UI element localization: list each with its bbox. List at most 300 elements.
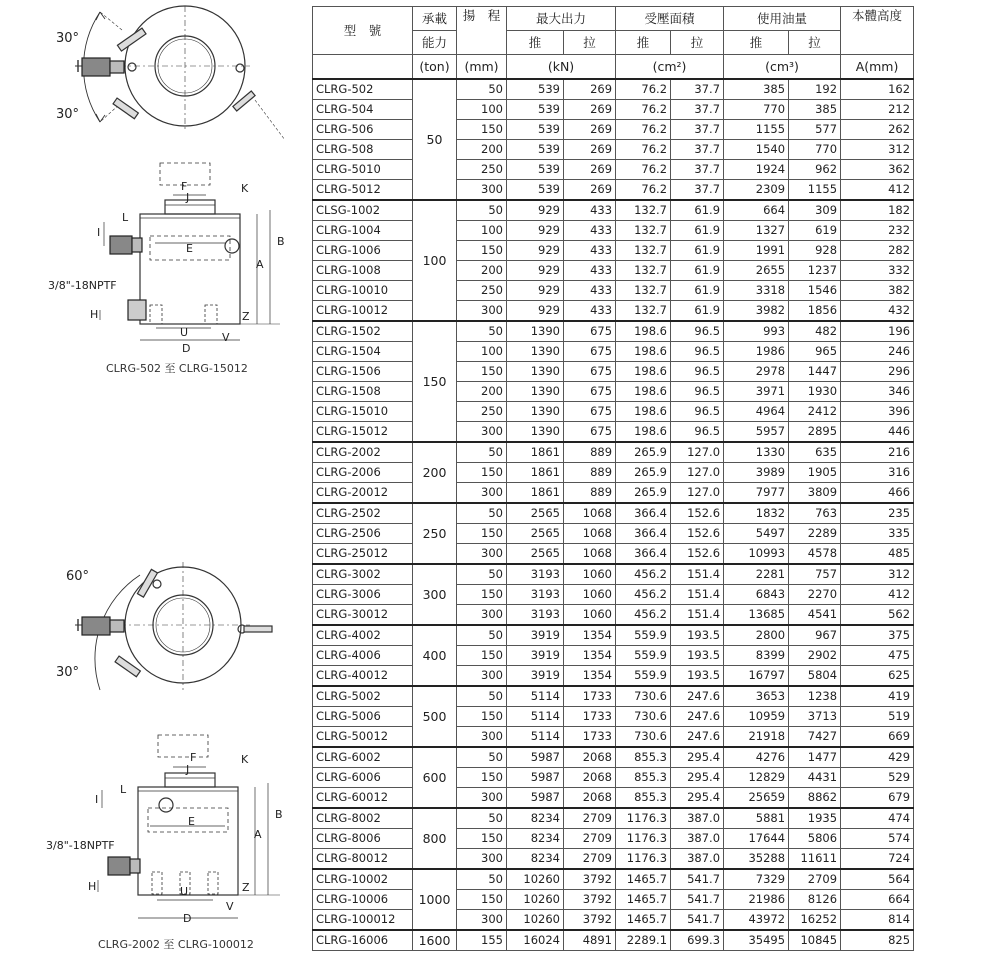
- cell-height: 212: [841, 100, 914, 120]
- cell-force-push: 3919: [507, 625, 564, 646]
- cell-model: CLRG-8006: [313, 829, 413, 849]
- cell-area-pull: 387.0: [671, 829, 724, 849]
- cell-height: 679: [841, 788, 914, 809]
- table-row: [313, 221, 914, 241]
- cell-oil-pull: 635: [789, 442, 841, 463]
- cell-height: 232: [841, 221, 914, 241]
- svg-text:J: J: [186, 191, 190, 204]
- cell-force-pull: 2068: [564, 788, 616, 809]
- cell-force-pull: 1733: [564, 707, 616, 727]
- svg-text:F: F: [181, 180, 188, 193]
- cell-force-push: 5114: [507, 727, 564, 748]
- cell-force-pull: 269: [564, 79, 616, 100]
- cell-model: CLRG-2502: [313, 503, 413, 524]
- cell-force-push: 5114: [507, 686, 564, 707]
- cell-force-pull: 2068: [564, 747, 616, 768]
- cell-area-push: 559.9: [616, 666, 671, 687]
- cell-force-push: 16024: [507, 930, 564, 951]
- cell-model: CLRG-5002: [313, 686, 413, 707]
- cell-area-pull: 61.9: [671, 261, 724, 281]
- cell-oil-push: 3982: [724, 301, 789, 322]
- cell-oil-push: 1991: [724, 241, 789, 261]
- table-row: [313, 422, 914, 443]
- cell-stroke: 100: [457, 221, 507, 241]
- cell-model: CLRG-4002: [313, 625, 413, 646]
- cell-stroke: 150: [457, 120, 507, 140]
- cell-force-push: 8234: [507, 808, 564, 829]
- cell-model: CLRG-8002: [313, 808, 413, 829]
- cell-stroke: 100: [457, 100, 507, 120]
- cell-force-push: 539: [507, 140, 564, 160]
- cell-model: CLRG-6002: [313, 747, 413, 768]
- cell-oil-pull: 4578: [789, 544, 841, 565]
- cell-oil-pull: 1856: [789, 301, 841, 322]
- cell-force-pull: 889: [564, 483, 616, 504]
- cell-stroke: 150: [457, 463, 507, 483]
- svg-text:V: V: [222, 331, 230, 344]
- cell-area-push: 456.2: [616, 585, 671, 605]
- cell-area-push: 1465.7: [616, 910, 671, 931]
- cell-oil-push: 5957: [724, 422, 789, 443]
- cell-oil-pull: 965: [789, 342, 841, 362]
- svg-text:D: D: [182, 342, 191, 355]
- cell-height: 396: [841, 402, 914, 422]
- cell-oil-push: 5497: [724, 524, 789, 544]
- cell-stroke: 300: [457, 788, 507, 809]
- svg-text:J: J: [186, 763, 190, 776]
- cell-stroke: 50: [457, 442, 507, 463]
- cell-area-pull: 295.4: [671, 768, 724, 788]
- cell-stroke: 150: [457, 585, 507, 605]
- cell-area-pull: 541.7: [671, 890, 724, 910]
- cell-oil-push: 385: [724, 79, 789, 100]
- cell-oil-pull: 928: [789, 241, 841, 261]
- cell-area-push: 456.2: [616, 605, 671, 626]
- cell-area-pull: 61.9: [671, 200, 724, 221]
- cell-force-pull: 2709: [564, 829, 616, 849]
- header-force-push: 推: [507, 31, 564, 55]
- cell-stroke: 300: [457, 727, 507, 748]
- cell-oil-pull: 770: [789, 140, 841, 160]
- cell-stroke: 300: [457, 666, 507, 687]
- table-row: [313, 605, 914, 626]
- cell-force-pull: 2068: [564, 768, 616, 788]
- cell-stroke: 155: [457, 930, 507, 951]
- cell-force-push: 929: [507, 221, 564, 241]
- cell-model: CLRG-1504: [313, 342, 413, 362]
- svg-text:B: B: [275, 808, 283, 821]
- cell-oil-push: 21986: [724, 890, 789, 910]
- cell-oil-pull: 2709: [789, 869, 841, 890]
- cell-stroke: 300: [457, 849, 507, 870]
- cell-oil-pull: 2902: [789, 646, 841, 666]
- angle-bottom-upper: 60°: [66, 569, 90, 584]
- cell-oil-push: 3971: [724, 382, 789, 402]
- cell-model: CLRG-10010: [313, 281, 413, 301]
- cell-area-push: 132.7: [616, 221, 671, 241]
- cell-area-push: 1176.3: [616, 808, 671, 829]
- cell-area-push: 1465.7: [616, 869, 671, 890]
- caption-bottom: CLRG-2002 至 CLRG-100012: [98, 938, 254, 951]
- cell-height: 529: [841, 768, 914, 788]
- cell-capacity: 400: [413, 625, 457, 686]
- header-force: 最大出力: [507, 7, 616, 31]
- cell-area-pull: 152.6: [671, 503, 724, 524]
- cell-oil-push: 1832: [724, 503, 789, 524]
- cell-height: 625: [841, 666, 914, 687]
- cell-oil-push: 4964: [724, 402, 789, 422]
- cell-height: 312: [841, 564, 914, 585]
- cell-stroke: 300: [457, 301, 507, 322]
- cell-oil-push: 2655: [724, 261, 789, 281]
- cell-model: CLRG-2506: [313, 524, 413, 544]
- cell-capacity: 100: [413, 200, 457, 321]
- cell-force-pull: 433: [564, 301, 616, 322]
- svg-text:B: B: [277, 235, 285, 248]
- cell-height: 475: [841, 646, 914, 666]
- svg-text:V: V: [226, 900, 234, 913]
- svg-text:H: H: [90, 308, 99, 321]
- cell-capacity: 800: [413, 808, 457, 869]
- cell-area-push: 559.9: [616, 646, 671, 666]
- cell-oil-pull: 577: [789, 120, 841, 140]
- cell-oil-pull: 482: [789, 321, 841, 342]
- cell-area-push: 730.6: [616, 727, 671, 748]
- cell-force-push: 3919: [507, 666, 564, 687]
- cell-model: CLRG-508: [313, 140, 413, 160]
- cell-capacity: 50: [413, 79, 457, 200]
- cell-force-push: 1390: [507, 321, 564, 342]
- cell-area-pull: 37.7: [671, 120, 724, 140]
- cell-oil-push: 3989: [724, 463, 789, 483]
- cell-stroke: 100: [457, 342, 507, 362]
- cell-oil-push: 1330: [724, 442, 789, 463]
- cell-oil-push: 664: [724, 200, 789, 221]
- cell-model: CLRG-10002: [313, 869, 413, 890]
- cell-height: 362: [841, 160, 914, 180]
- cell-stroke: 300: [457, 910, 507, 931]
- cell-model: CLRG-5010: [313, 160, 413, 180]
- cell-height: 235: [841, 503, 914, 524]
- cell-force-pull: 889: [564, 463, 616, 483]
- cell-model: CLRG-6006: [313, 768, 413, 788]
- cell-force-pull: 2709: [564, 849, 616, 870]
- cell-oil-pull: 763: [789, 503, 841, 524]
- cell-force-push: 1390: [507, 362, 564, 382]
- table-row: [313, 747, 914, 768]
- cell-stroke: 300: [457, 605, 507, 626]
- cell-model: CLRG-10012: [313, 301, 413, 322]
- cell-oil-pull: 8126: [789, 890, 841, 910]
- cell-force-push: 929: [507, 301, 564, 322]
- cell-stroke: 50: [457, 564, 507, 585]
- svg-text:K: K: [241, 182, 249, 195]
- header-area-pull: 拉: [671, 31, 724, 55]
- cell-area-pull: 96.5: [671, 382, 724, 402]
- cell-force-pull: 433: [564, 281, 616, 301]
- cell-area-pull: 387.0: [671, 808, 724, 829]
- svg-text:F: F: [190, 751, 197, 764]
- drawings-svg: [0, 0, 310, 955]
- cell-oil-push: 13685: [724, 605, 789, 626]
- cell-model: CLRG-15012: [313, 422, 413, 443]
- cell-oil-push: 25659: [724, 788, 789, 809]
- cell-force-push: 3193: [507, 564, 564, 585]
- cell-oil-pull: 1155: [789, 180, 841, 201]
- cell-height: 312: [841, 140, 914, 160]
- header-force-unit: (kN): [507, 55, 616, 80]
- cell-force-pull: 675: [564, 321, 616, 342]
- cell-stroke: 250: [457, 281, 507, 301]
- thread-label-1: 3/8"-18NPTF: [48, 279, 117, 292]
- cell-oil-push: 7329: [724, 869, 789, 890]
- cell-oil-push: 3318: [724, 281, 789, 301]
- cell-area-pull: 127.0: [671, 483, 724, 504]
- cell-oil-push: 1327: [724, 221, 789, 241]
- header-oil: 使用油量: [724, 7, 841, 31]
- cell-force-pull: 889: [564, 442, 616, 463]
- svg-text:U: U: [180, 885, 189, 898]
- cell-model: CLRG-15010: [313, 402, 413, 422]
- header-oil-pull: 拉: [789, 31, 841, 55]
- cell-area-pull: 61.9: [671, 301, 724, 322]
- cell-height: 432: [841, 301, 914, 322]
- cell-height: 474: [841, 808, 914, 829]
- cell-model: CLRG-506: [313, 120, 413, 140]
- cell-force-push: 10260: [507, 890, 564, 910]
- table-body: [313, 79, 914, 951]
- cell-oil-push: 2800: [724, 625, 789, 646]
- cell-capacity: 300: [413, 564, 457, 625]
- cell-height: 419: [841, 686, 914, 707]
- table-header: [313, 7, 914, 80]
- svg-text:U: U: [180, 326, 189, 339]
- cell-area-push: 265.9: [616, 463, 671, 483]
- cell-area-push: 456.2: [616, 564, 671, 585]
- cell-area-pull: 247.6: [671, 727, 724, 748]
- cell-oil-push: 4276: [724, 747, 789, 768]
- cell-model: CLRG-1008: [313, 261, 413, 281]
- cell-area-push: 198.6: [616, 422, 671, 443]
- cell-oil-pull: 192: [789, 79, 841, 100]
- cell-height: 216: [841, 442, 914, 463]
- table-row: [313, 503, 914, 524]
- cell-force-pull: 1733: [564, 686, 616, 707]
- cell-force-pull: 269: [564, 100, 616, 120]
- cell-force-pull: 4891: [564, 930, 616, 951]
- cell-area-push: 730.6: [616, 707, 671, 727]
- cell-force-pull: 3792: [564, 890, 616, 910]
- cell-area-pull: 37.7: [671, 160, 724, 180]
- cell-area-push: 132.7: [616, 261, 671, 281]
- cell-force-pull: 269: [564, 180, 616, 201]
- svg-text:K: K: [241, 753, 249, 766]
- cell-height: 466: [841, 483, 914, 504]
- cell-area-push: 132.7: [616, 241, 671, 261]
- cell-stroke: 50: [457, 200, 507, 221]
- cell-oil-push: 35495: [724, 930, 789, 951]
- cell-force-pull: 433: [564, 261, 616, 281]
- cell-force-pull: 1068: [564, 503, 616, 524]
- cell-area-pull: 37.7: [671, 140, 724, 160]
- cell-area-push: 855.3: [616, 747, 671, 768]
- cell-area-pull: 295.4: [671, 788, 724, 809]
- cell-model: CLRG-2006: [313, 463, 413, 483]
- cell-force-push: 10260: [507, 910, 564, 931]
- cell-force-pull: 1354: [564, 646, 616, 666]
- cell-height: 574: [841, 829, 914, 849]
- table-row: [313, 585, 914, 605]
- cell-area-push: 198.6: [616, 382, 671, 402]
- cell-force-push: 1390: [507, 342, 564, 362]
- cell-area-push: 855.3: [616, 788, 671, 809]
- cell-oil-push: 16797: [724, 666, 789, 687]
- table-row: [313, 768, 914, 788]
- cell-height: 724: [841, 849, 914, 870]
- cell-area-push: 366.4: [616, 544, 671, 565]
- cell-capacity: 200: [413, 442, 457, 503]
- cell-area-push: 76.2: [616, 120, 671, 140]
- cell-stroke: 250: [457, 160, 507, 180]
- cell-oil-pull: 1238: [789, 686, 841, 707]
- cell-area-push: 855.3: [616, 768, 671, 788]
- cell-area-push: 1176.3: [616, 829, 671, 849]
- cell-area-pull: 37.7: [671, 79, 724, 100]
- cell-oil-pull: 2289: [789, 524, 841, 544]
- cell-area-pull: 193.5: [671, 666, 724, 687]
- cell-force-push: 1861: [507, 442, 564, 463]
- cell-oil-push: 35288: [724, 849, 789, 870]
- cell-force-pull: 1060: [564, 585, 616, 605]
- cell-area-pull: 193.5: [671, 625, 724, 646]
- cell-force-push: 3919: [507, 646, 564, 666]
- cell-force-push: 1390: [507, 422, 564, 443]
- cell-force-push: 5114: [507, 707, 564, 727]
- svg-text:A: A: [254, 828, 262, 841]
- cell-force-push: 2565: [507, 544, 564, 565]
- cell-model: CLRG-60012: [313, 788, 413, 809]
- cell-area-push: 132.7: [616, 200, 671, 221]
- cell-force-pull: 433: [564, 241, 616, 261]
- angle-top-upper: 30°: [56, 31, 80, 46]
- cell-area-push: 265.9: [616, 483, 671, 504]
- svg-text:E: E: [188, 815, 195, 828]
- cell-model: CLRG-40012: [313, 666, 413, 687]
- table-row: [313, 890, 914, 910]
- table-row: [313, 100, 914, 120]
- cell-oil-push: 1986: [724, 342, 789, 362]
- cell-model: CLRG-1506: [313, 362, 413, 382]
- cell-force-pull: 1068: [564, 544, 616, 565]
- cell-model: CLRG-20012: [313, 483, 413, 504]
- cell-force-push: 5987: [507, 788, 564, 809]
- cell-stroke: 50: [457, 747, 507, 768]
- cell-area-push: 132.7: [616, 301, 671, 322]
- table-row: [313, 120, 914, 140]
- cell-force-push: 539: [507, 160, 564, 180]
- cell-height: 825: [841, 930, 914, 951]
- cell-force-pull: 1060: [564, 564, 616, 585]
- cell-oil-push: 770: [724, 100, 789, 120]
- table-row: [313, 342, 914, 362]
- table-row: [313, 625, 914, 646]
- table-row: [313, 910, 914, 931]
- cell-model: CLSG-1002: [313, 200, 413, 221]
- cell-area-push: 132.7: [616, 281, 671, 301]
- table-row: [313, 160, 914, 180]
- cell-oil-push: 8399: [724, 646, 789, 666]
- cell-oil-push: 2281: [724, 564, 789, 585]
- table-row: [313, 869, 914, 890]
- cell-oil-pull: 967: [789, 625, 841, 646]
- cell-force-pull: 675: [564, 422, 616, 443]
- cell-height: 814: [841, 910, 914, 931]
- cell-model: CLRG-5012: [313, 180, 413, 201]
- cell-model: CLRG-1006: [313, 241, 413, 261]
- cell-area-pull: 295.4: [671, 747, 724, 768]
- svg-text:L: L: [122, 211, 129, 224]
- cell-oil-pull: 1477: [789, 747, 841, 768]
- cell-model: CLRG-2002: [313, 442, 413, 463]
- cell-area-pull: 61.9: [671, 281, 724, 301]
- cell-area-push: 1176.3: [616, 849, 671, 870]
- cell-force-pull: 1060: [564, 605, 616, 626]
- cell-force-push: 929: [507, 281, 564, 301]
- cell-area-pull: 127.0: [671, 463, 724, 483]
- cell-stroke: 300: [457, 180, 507, 201]
- table-row: [313, 564, 914, 585]
- technical-drawings: [0, 0, 310, 955]
- cell-force-pull: 3792: [564, 910, 616, 931]
- table-row: [313, 180, 914, 201]
- cell-area-pull: 387.0: [671, 849, 724, 870]
- cell-capacity: 150: [413, 321, 457, 442]
- cell-area-push: 76.2: [616, 180, 671, 201]
- table-row: [313, 321, 914, 342]
- table-row: [313, 382, 914, 402]
- table-row: [313, 463, 914, 483]
- cell-area-push: 76.2: [616, 100, 671, 120]
- cell-force-push: 1861: [507, 483, 564, 504]
- cell-area-pull: 96.5: [671, 342, 724, 362]
- thread-label-2: 3/8"-18NPTF: [46, 839, 115, 852]
- cell-area-pull: 37.7: [671, 180, 724, 201]
- cell-stroke: 150: [457, 646, 507, 666]
- cell-area-pull: 152.6: [671, 524, 724, 544]
- cell-height: 282: [841, 241, 914, 261]
- cell-oil-pull: 5806: [789, 829, 841, 849]
- header-capacity-mid: 能力: [413, 31, 457, 55]
- cell-force-push: 1861: [507, 463, 564, 483]
- cell-oil-push: 1540: [724, 140, 789, 160]
- angle-top-lower: 30°: [56, 107, 80, 122]
- table-row: [313, 402, 914, 422]
- svg-text:H: H: [88, 880, 97, 893]
- table-row: [313, 79, 914, 100]
- cell-stroke: 150: [457, 890, 507, 910]
- svg-text:I: I: [95, 793, 99, 806]
- cell-force-push: 2565: [507, 503, 564, 524]
- cell-area-push: 265.9: [616, 442, 671, 463]
- cell-oil-pull: 10845: [789, 930, 841, 951]
- table-row: [313, 646, 914, 666]
- cell-force-push: 539: [507, 100, 564, 120]
- header-stroke-unit: (mm): [457, 55, 507, 80]
- cell-force-push: 5987: [507, 768, 564, 788]
- cell-oil-pull: 1447: [789, 362, 841, 382]
- spec-table: [312, 6, 914, 951]
- cell-force-pull: 269: [564, 160, 616, 180]
